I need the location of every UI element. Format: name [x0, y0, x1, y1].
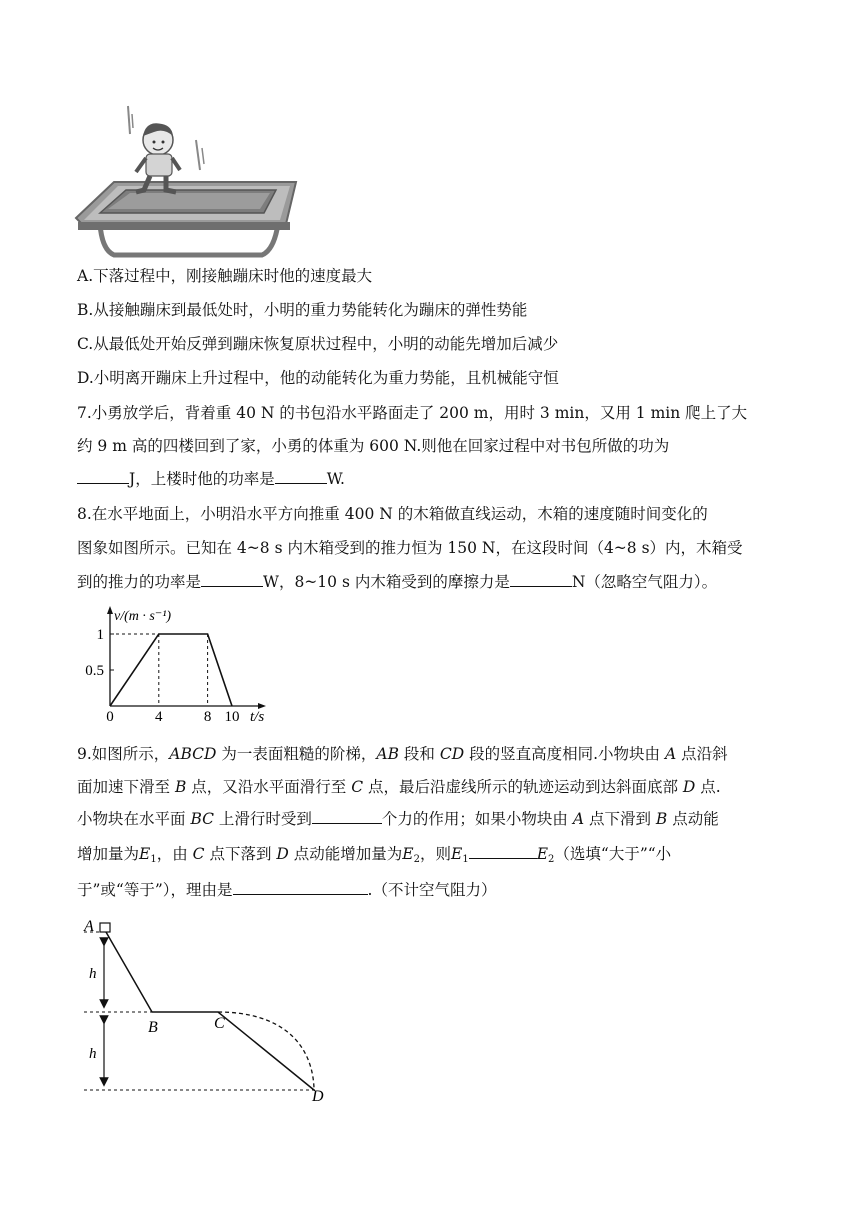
label-h-lower: h: [89, 1046, 97, 1062]
trampoline-illustration: [74, 100, 302, 260]
answer-blank: [201, 572, 263, 587]
x-tick-label: 10: [224, 709, 240, 722]
velocity-time-chart: [80, 604, 280, 722]
staircase-diagram: [80, 912, 340, 1104]
y-axis-label: v/(m · s⁻¹): [114, 609, 172, 624]
q9-line3: 小物块在水平面 BC 上滑行时受到 个力的作用；如果小物块由 A 点下滑到 B 点动能: [77, 810, 719, 828]
q9-line1: 9.如图所示，ABCD 为一表面粗糙的阶梯，AB 段和 CD 段的竖直高度相同.小物块由 A 点沿斜: [77, 745, 728, 763]
x-tick-label: 4: [155, 709, 163, 722]
option-c: C.从最低处开始反弹到蹦床恢复原状过程中，小明的动能先增加后减少: [77, 335, 559, 353]
answer-blank: [312, 809, 382, 824]
q7-line1: 7.小勇放学后，背着重 40 N 的书包沿水平路面走了 200 m，用时 3 min，又用 1 min 爬上了大: [77, 404, 748, 422]
answer-blank: [275, 469, 327, 484]
label-h-upper: h: [89, 966, 97, 982]
label-c: C: [214, 1015, 225, 1032]
option-d: D.小明离开蹦床上升过程中，他的动能转化为重力势能，且机械能守恒: [77, 369, 559, 387]
q9-line2: 面加速下滑至 B 点，又沿水平面滑行至 C 点，最后沿虚线所示的轨迹运动到达斜面底部 D 点.: [77, 778, 721, 796]
answer-blank: [233, 880, 368, 895]
option-a: A.下落过程中，刚接触蹦床时他的速度最大: [77, 267, 373, 285]
label-b: B: [148, 1019, 158, 1036]
q9-line5: 于”或“等于”），理由是 .（不计空气阻力）: [77, 881, 497, 899]
answer-blank: [510, 572, 572, 587]
answer-blank: [469, 844, 537, 859]
q7-line3: J，上楼时他的功率是 W.: [77, 469, 345, 489]
x-tick-label: 8: [203, 709, 212, 722]
option-b: B.从接触蹦床到最低处时，小明的重力势能转化为蹦床的弹性势能: [77, 301, 528, 319]
x-axis-label: t/s: [250, 709, 265, 722]
q8-line1: 8.在水平地面上，小明沿水平方向推重 400 N 的木箱做直线运动，木箱的速度随时间变化的: [77, 505, 708, 523]
q7-line2: 约 9 m 高的四楼回到了家，小勇的体重为 600 N.则他在回家过程中对书包所做的功为: [77, 437, 670, 455]
label-d: D: [312, 1088, 324, 1104]
label-a: A: [84, 918, 94, 935]
velocity-series-line: [110, 634, 232, 706]
q9-line4: 增加量为$E_1$，由 C 点下落到 D 点动能增加量为$E_2$，则$E_1$ $E_2$（选填“大于”“小: [77, 845, 672, 865]
q8-line3: 到的推力的功率是 W，8~10 s 内木箱受到的摩擦力是 N（忽略空气阻力）。: [77, 573, 718, 591]
y-axis-arrow: [107, 606, 113, 614]
answer-blank: [77, 469, 129, 484]
y-tick-label: 1: [96, 627, 104, 643]
x-tick-label: 0: [106, 709, 114, 722]
y-tick-label: 0.5: [85, 663, 104, 679]
q8-line2: 图象如图所示。已知在 4~8 s 内木箱受到的推力恒为 150 N，在这段时间（4~8 s）内，木箱受: [77, 539, 743, 557]
